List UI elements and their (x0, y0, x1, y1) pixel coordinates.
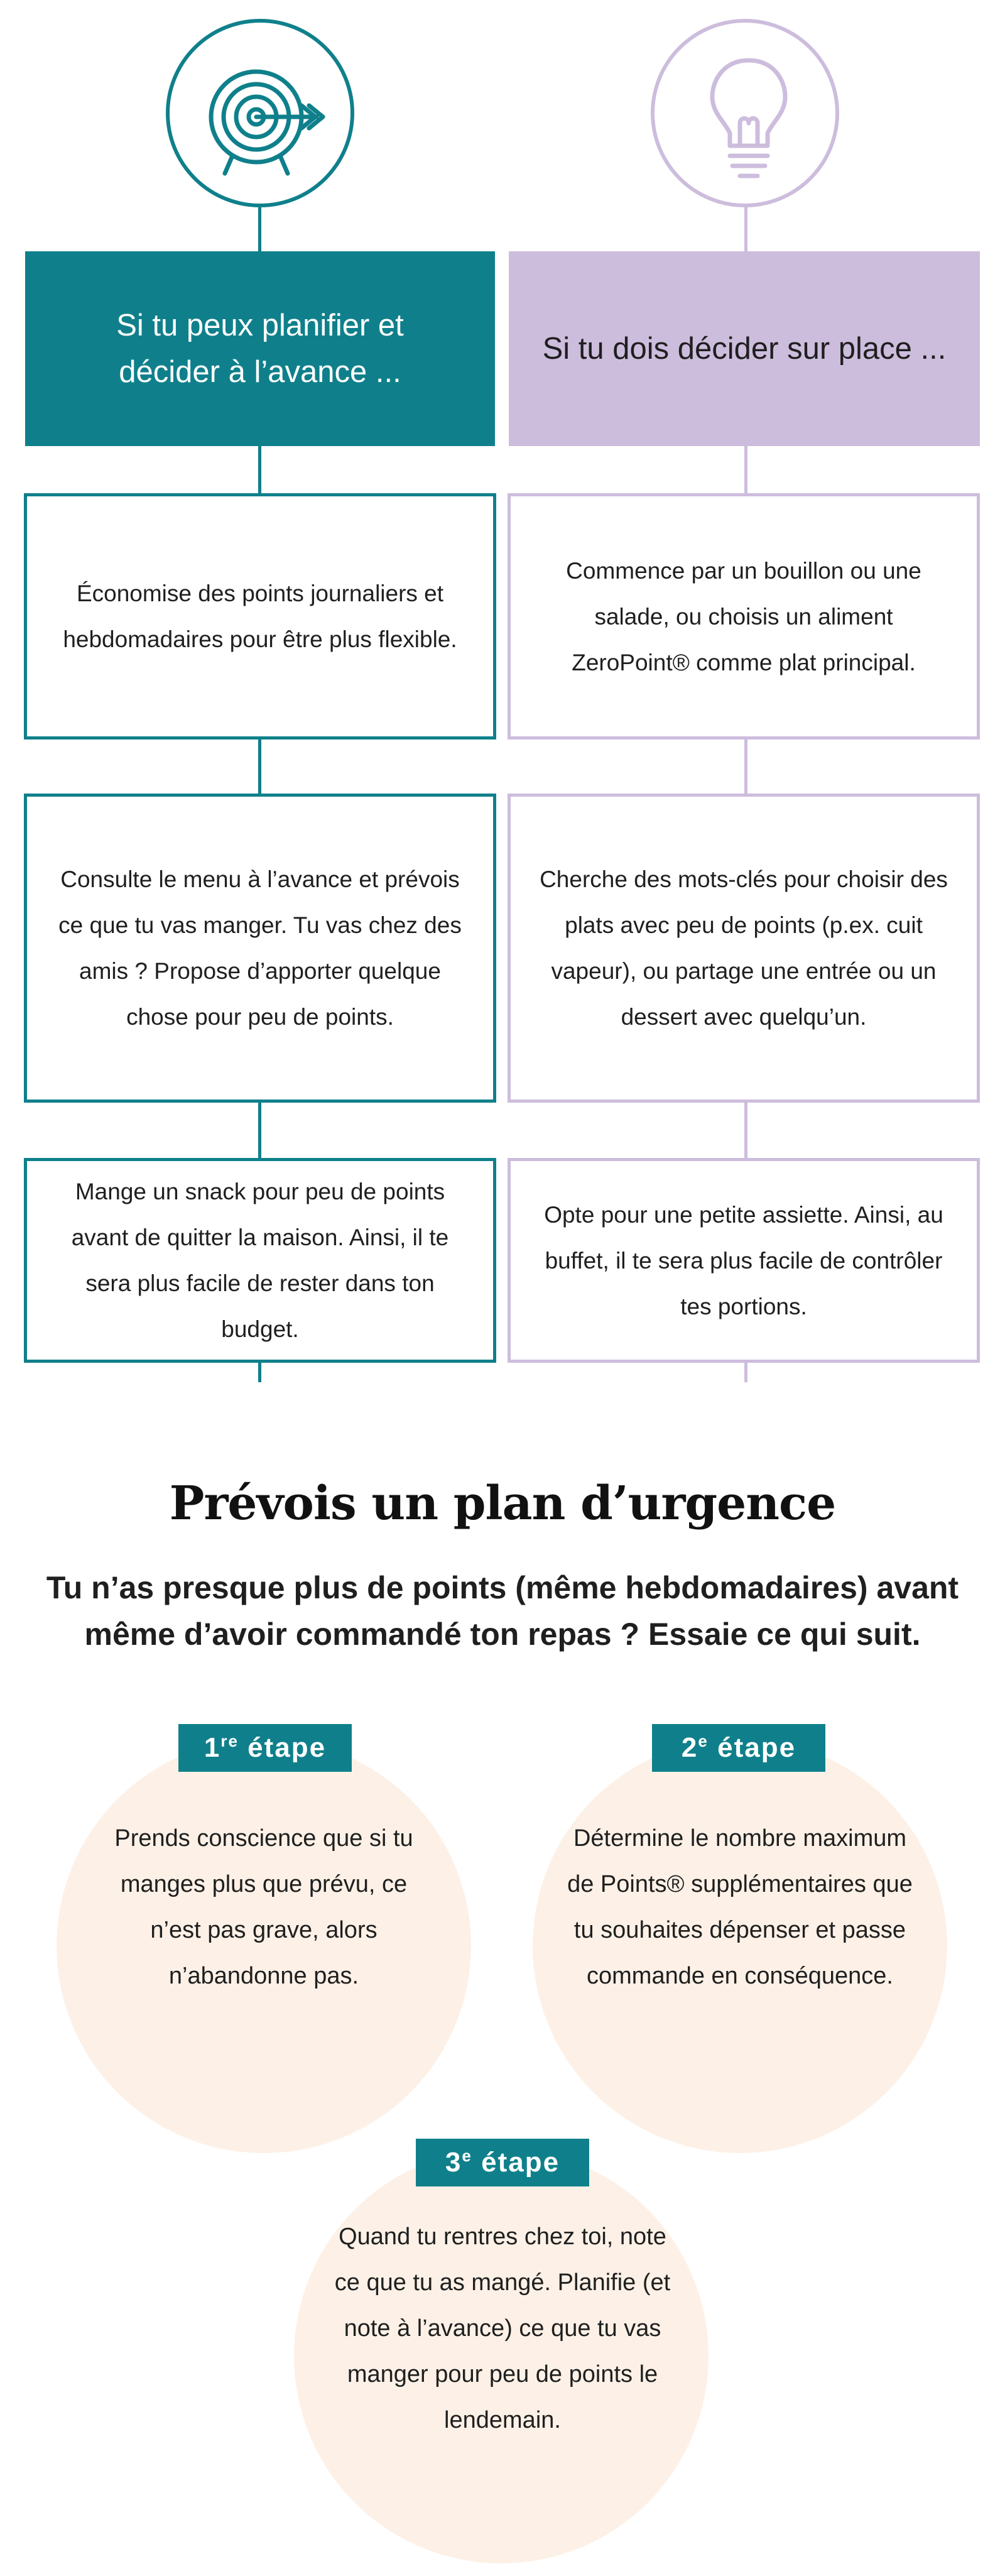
target-icon-circle (166, 19, 354, 207)
section-title: Prévois un plan d’urgence (169, 1476, 836, 1531)
step-ordinal: re (220, 1732, 239, 1750)
right-card-2 (508, 794, 980, 1103)
step-ordinal: e (698, 1732, 709, 1750)
card-text: Économise des points journaliers et hebdomadaires pour être plus flexible. (63, 581, 457, 652)
step-2-badge (652, 1724, 825, 1772)
section-subtitle: Tu n’as presque plus de points (même hebdomadaires) avant même d’avoir commandé ton repas ? Essaie ce qui suit. (46, 1570, 959, 1652)
step-word: étape (247, 1732, 327, 1763)
right-card-3 (508, 1158, 980, 1363)
step-3-badge (416, 2139, 589, 2186)
card-text: Opte pour une petite assiette. Ainsi, au buffet, il te sera plus facile de contrôler tes portions. (544, 1201, 943, 1319)
step-ordinal: e (462, 2146, 472, 2165)
lightbulb-icon (655, 23, 843, 211)
right-header (509, 251, 980, 446)
step-number: 3 (445, 2147, 462, 2178)
lightbulb-icon-circle (651, 19, 839, 207)
step-number: 2 (681, 1732, 698, 1763)
right-card-1 (508, 493, 980, 740)
card-text: Mange un snack pour peu de points avant de quitter la maison. Ainsi, il te sera plus facile de rester dans ton budget. (71, 1179, 449, 1342)
left-card-2 (24, 794, 496, 1103)
right-header-text: Si tu dois décider sur place ... (542, 332, 947, 366)
step-1-text: Prends conscience que si tu manges plus que prévu, ce n’est pas grave, alors n’abandonne pas. (114, 1825, 413, 1989)
step-word: étape (717, 1732, 796, 1763)
step-number: 1 (204, 1732, 221, 1763)
left-card-3 (24, 1158, 496, 1363)
step-word: étape (481, 2147, 560, 2178)
step-2-text: Détermine le nombre maximum de Points® supplémentaires que tu souhaites dépenser et passe commande en conséquence. (567, 1825, 913, 1989)
card-text: Consulte le menu à l’avance et prévois ce que tu vas manger. Tu vas chez des amis ? Propose d’apporter quelque chose pour peu de points. (58, 866, 462, 1030)
card-text: Cherche des mots-clés pour choisir des plats avec peu de points (p.ex. cuit vapeur), ou partage une entrée ou un dessert avec quelqu’un. (540, 866, 948, 1030)
step-1-badge (178, 1724, 352, 1772)
left-header-text: Si tu peux planifier et décider à l’avance ... (116, 308, 404, 389)
card-text: Commence par un bouillon ou une salade, ou choisis un aliment ZeroPoint® comme plat principal. (566, 557, 921, 675)
target-arrow-icon (170, 23, 358, 211)
left-card-1 (24, 493, 496, 740)
step-3-text: Quand tu rentres chez toi, note ce que tu as mangé. Planifie (et note à l’avance) ce que tu vas manger pour peu de points le lendemain. (334, 2224, 671, 2433)
left-header (25, 251, 495, 446)
